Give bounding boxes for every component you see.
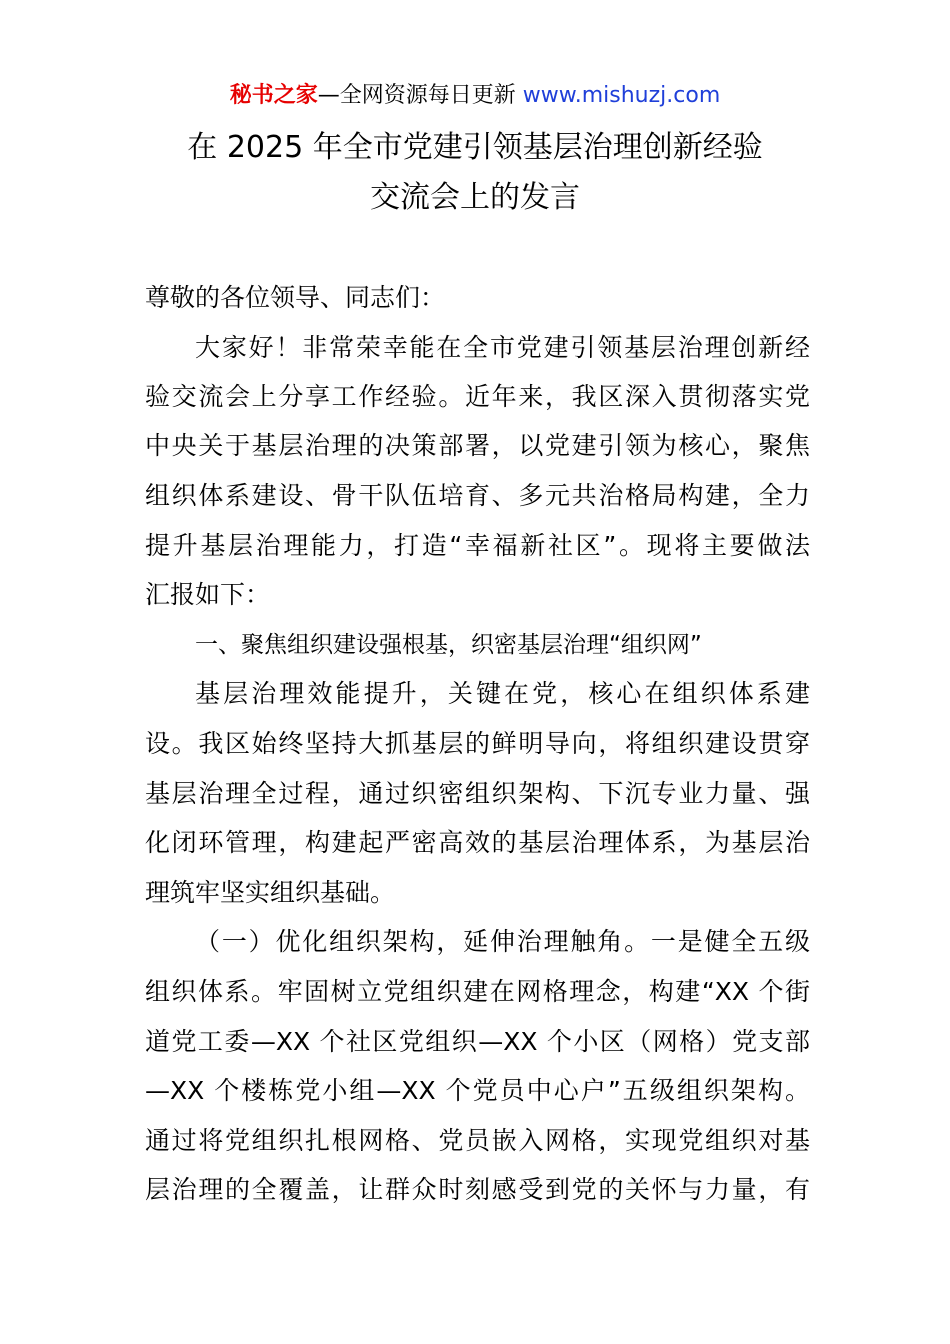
body-line: 基层治理效能提升，关键在党，核心在组织体系建 bbox=[195, 679, 810, 708]
document-title-line-1: 在 2025 年全市党建引领基层治理创新经验 bbox=[187, 130, 763, 165]
site-header bbox=[0, 80, 950, 112]
body-line: 组织体系。牢固树立党组织建在网格理念，构建“XX 个街 bbox=[145, 977, 810, 1006]
section-heading: 一、聚焦组织建设强根基，织密基层治理“组织网” bbox=[195, 632, 702, 658]
salutation: 尊敬的各位领导、同志们： bbox=[145, 283, 446, 312]
body-line: 提升基层治理能力，打造“幸福新社区”。现将主要做法 bbox=[145, 531, 810, 560]
body-line: 中央关于基层治理的决策部署，以党建引领为核心，聚焦 bbox=[145, 431, 810, 460]
body-line: —XX 个楼栋党小组—XX 个党员中心户”五级组织架构。 bbox=[145, 1076, 810, 1105]
body-line: 汇报如下： bbox=[145, 580, 271, 609]
body-line: 验交流会上分享工作经验。近年来，我区深入贯彻落实党 bbox=[145, 382, 810, 411]
brand-name: 秘书之家 bbox=[229, 83, 318, 108]
body-line: 理筑牢坚实组织基础。 bbox=[145, 878, 396, 907]
body-line: 基层治理全过程，通过织密组织架构、下沉专业力量、强 bbox=[145, 779, 810, 808]
body-line: 道党工委—XX 个社区党组织—XX 个小区（网格）党支部 bbox=[145, 1027, 810, 1056]
body-line: （一）优化组织架构，延伸治理触角。一是健全五级 bbox=[195, 927, 810, 956]
body-line: 化闭环管理，构建起严密高效的基层治理体系，为基层治 bbox=[145, 828, 810, 857]
body-line: 组织体系建设、骨干队伍培育、多元共治格局构建，全力 bbox=[145, 481, 810, 510]
body-line: 通过将党组织扎根网格、党员嵌入网格，实现党组织对基 bbox=[145, 1126, 810, 1155]
body-line: 大家好！非常荣幸能在全市党建引领基层治理创新经 bbox=[195, 333, 810, 362]
site-url: www.mishuzj.com bbox=[522, 83, 721, 108]
body-line: 层治理的全覆盖，让群众时刻感受到党的关怀与力量，有 bbox=[145, 1175, 810, 1204]
body-line: 设。我区始终坚持大抓基层的鲜明导向，将组织建设贯穿 bbox=[145, 729, 810, 758]
site-tagline: —全网资源每日更新 bbox=[317, 83, 523, 108]
document-title-line-2: 交流会上的发言 bbox=[370, 180, 580, 215]
